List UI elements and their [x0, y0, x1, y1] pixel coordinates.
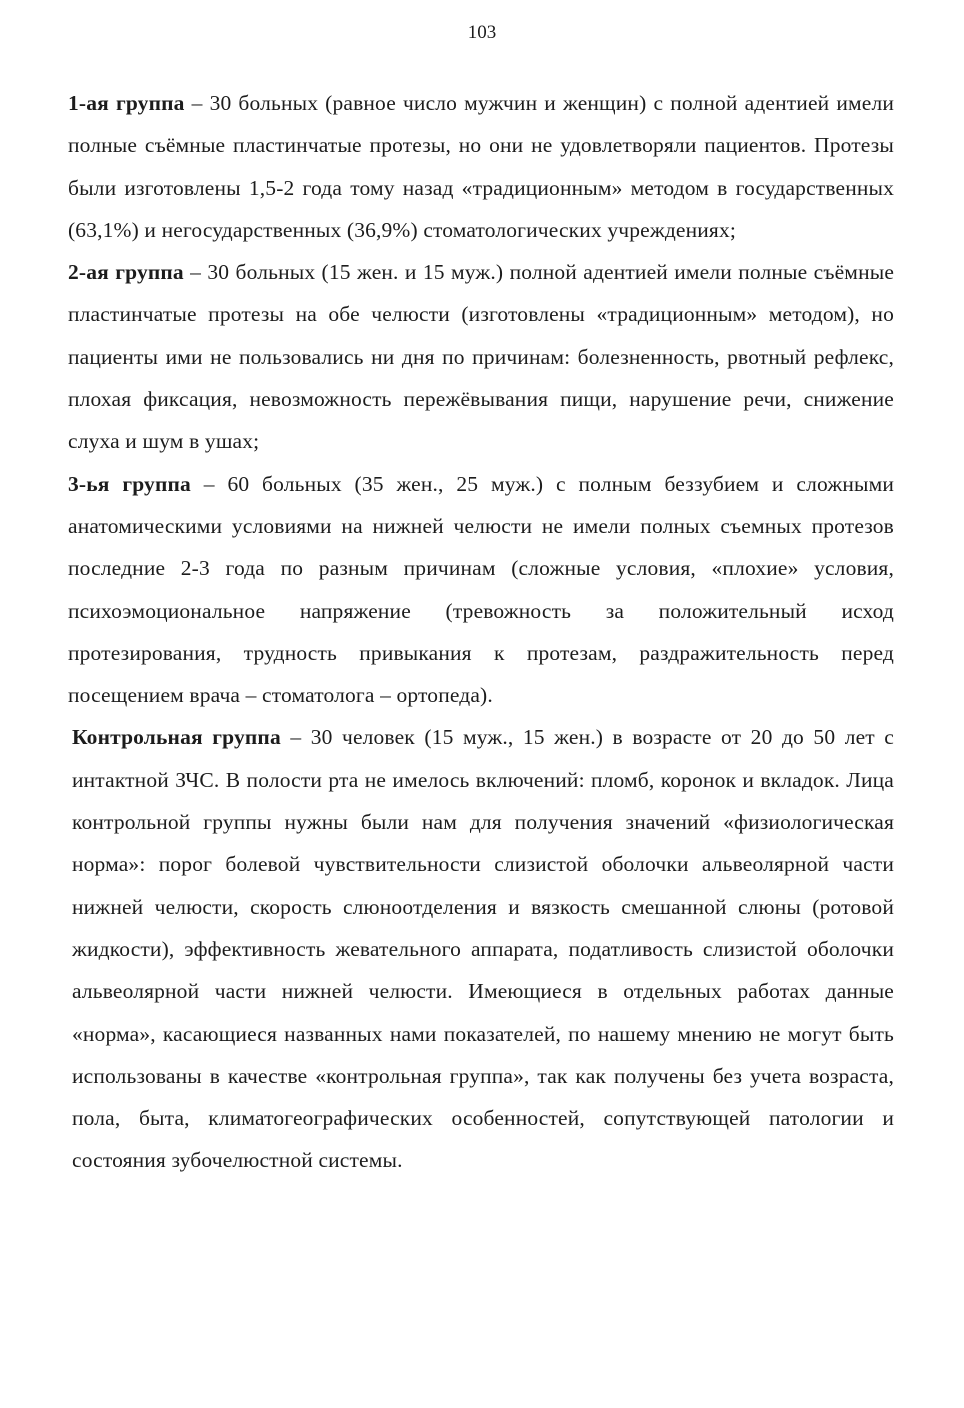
paragraph-control-group: [72, 716, 894, 1181]
group-1-text: – 30 больных (равное число мужчин и женщин) с полной адентией имели полные съёмные пластинчатые протезы, но они не удовлетворяли пациентов. Протезы были изготовлены 1,5-2 года тому назад «традиционным» методом в государственных (63,1%) и негосударственных (36,9%) стоматологических учреждениях;: [68, 91, 894, 242]
control-group-text: – 30 человек (15 муж., 15 жен.) в возрасте от 20 до 50 лет с интактной ЗЧС. В полости рта не имелось включений: пломб, коронок и вкладок. Лица контрольной группы нужны были нам для получения значений «физиологическая норма»: порог болевой чувствительности слизистой оболочки альвеолярной части нижней челюсти, скорость слюноотделения и вязкость смешанной слюны (ротовой жидкости), эффективность жевательного аппарата, податливость слизистой оболочки альвеолярной части нижней челюсти. Имеющиеся в отдельных работах данные «норма», касающиеся названных нами показателей, по нашему мнению не могут быть использованы в качестве «контрольная группа», так как получены без учета возраста, пола, быта, климатогеографических особенностей, сопутствующей патологии и состояния зубочелюстной системы.: [72, 725, 894, 1173]
group-2-heading: 2-ая группа: [68, 260, 184, 285]
document-body: [68, 82, 894, 1182]
control-group-heading: Контрольная группа: [72, 725, 281, 750]
page-number: 103: [467, 22, 497, 43]
paragraph-group-1: [68, 82, 894, 251]
group-2-text: – 30 больных (15 жен. и 15 муж.) полной адентией имели полные съёмные пластинчатые протезы на обе челюсти (изготовлены «традиционным» методом), но пациенты ими не пользовались ни дня по причинам: болезненность, рвотный рефлекс, плохая фиксация, невозможность пережёвывания пищи, нарушение речи, снижение слуха и шум в ушах;: [68, 260, 895, 454]
paragraph-group-3: [68, 463, 894, 717]
group-3-text: – 60 больных (35 жен., 25 муж.) с полным беззубием и сложными анатомическими условиями на нижней челюсти не имели полных съемных протезов последние 2-3 года по разным причинам (сложные условия, «плохие» условия, психоэмоциональное напряжение (тревожность за положительный исход протезирования, трудность привыкания к протезам, раздражительность перед посещением врача – стоматолога – ортопеда).: [68, 471, 894, 708]
group-1-heading: 1-ая группа: [68, 91, 185, 115]
paragraph-group-2: [68, 251, 894, 462]
group-3-heading: 3-ья группа: [68, 471, 191, 496]
